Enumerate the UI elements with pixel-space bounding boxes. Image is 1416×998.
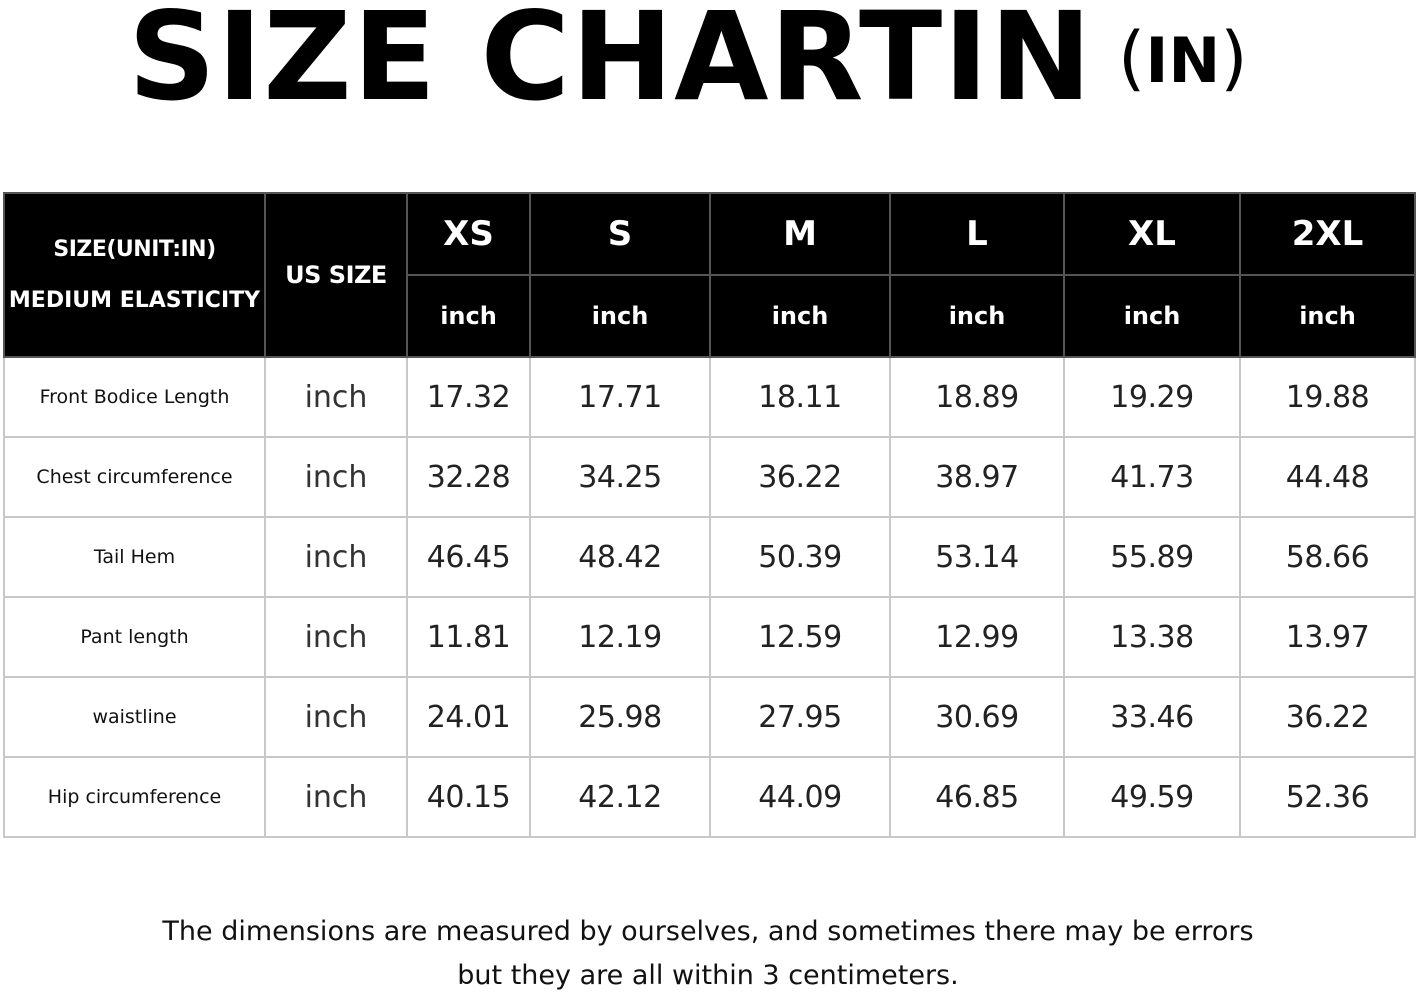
table-cell: 41.73 [1064, 437, 1240, 517]
corner-header-elasticity: MEDIUM ELASTICITY [8, 288, 261, 313]
size-header-xs: XS [407, 193, 530, 275]
note-line-2: but they are all within 3 centimeters. [457, 960, 959, 991]
table-cell: 44.09 [710, 757, 890, 837]
table-row [4, 677, 1415, 757]
table-cell: 27.95 [710, 677, 890, 757]
row-unit: inch [265, 757, 407, 837]
unit-header-s: inch [530, 275, 710, 357]
table-cell: 50.39 [710, 517, 890, 597]
corner-header-unit: SIZE(UNIT:IN) [53, 237, 216, 262]
table-cell: 36.22 [710, 437, 890, 517]
table-cell: 40.15 [407, 757, 530, 837]
header-row-sizes [4, 193, 1415, 275]
row-unit: inch [265, 677, 407, 757]
title-unit-open: ( [1118, 17, 1146, 99]
row-unit: inch [265, 437, 407, 517]
table-cell: 13.97 [1240, 597, 1415, 677]
size-header-xl: XL [1064, 193, 1240, 275]
table-cell: 18.11 [710, 357, 890, 437]
table-cell: 52.36 [1240, 757, 1415, 837]
unit-header-l: inch [890, 275, 1064, 357]
us-size-header: US SIZE [265, 193, 407, 357]
table-cell: 36.22 [1240, 677, 1415, 757]
table-cell: 34.25 [530, 437, 710, 517]
table-row [4, 357, 1415, 437]
size-header-2xl: 2XL [1240, 193, 1415, 275]
row-label: Tail Hem [4, 517, 265, 597]
table-row [4, 437, 1415, 517]
title-unit [1118, 8, 1248, 111]
table-row [4, 757, 1415, 837]
unit-header-xl: inch [1064, 275, 1240, 357]
unit-header-m: inch [710, 275, 890, 357]
unit-header-xs: inch [407, 275, 530, 357]
row-label: Chest circumference [4, 437, 265, 517]
table-cell: 33.46 [1064, 677, 1240, 757]
table-cell: 30.69 [890, 677, 1064, 757]
table-cell: 17.71 [530, 357, 710, 437]
table-cell: 53.14 [890, 517, 1064, 597]
size-chart-table [3, 192, 1416, 838]
table-cell: 25.98 [530, 677, 710, 757]
table-cell: 42.12 [530, 757, 710, 837]
table-cell: 12.99 [890, 597, 1064, 677]
row-label: Hip circumference [4, 757, 265, 837]
table-cell: 38.97 [890, 437, 1064, 517]
title-unit-text: IN [1145, 24, 1221, 97]
note-line-1: The dimensions are measured by ourselves, and sometimes there may be errors [162, 916, 1254, 947]
title-unit-close: ) [1220, 17, 1248, 99]
table-cell: 12.19 [530, 597, 710, 677]
table-cell: 13.38 [1064, 597, 1240, 677]
table-cell: 19.29 [1064, 357, 1240, 437]
row-label: Pant length [4, 597, 265, 677]
unit-header-2xl: inch [1240, 275, 1415, 357]
table-cell: 19.88 [1240, 357, 1415, 437]
table-cell: 24.01 [407, 677, 530, 757]
measurement-note [0, 910, 1416, 998]
title-main-text: SIZE CHARTIN [128, 0, 1093, 128]
table-cell: 17.32 [407, 357, 530, 437]
table-cell: 48.42 [530, 517, 710, 597]
size-header-s: S [530, 193, 710, 275]
table-cell: 46.85 [890, 757, 1064, 837]
table-cell: 46.45 [407, 517, 530, 597]
table-cell: 11.81 [407, 597, 530, 677]
corner-header [4, 193, 265, 357]
page-title [0, 0, 1416, 130]
table-cell: 58.66 [1240, 517, 1415, 597]
table-cell: 32.28 [407, 437, 530, 517]
row-label: Front Bodice Length [4, 357, 265, 437]
table-cell: 49.59 [1064, 757, 1240, 837]
table-cell: 44.48 [1240, 437, 1415, 517]
row-unit: inch [265, 357, 407, 437]
size-header-m: M [710, 193, 890, 275]
row-label: waistline [4, 677, 265, 757]
table-row [4, 517, 1415, 597]
table-cell: 12.59 [710, 597, 890, 677]
table-cell: 55.89 [1064, 517, 1240, 597]
row-unit: inch [265, 597, 407, 677]
table-cell: 18.89 [890, 357, 1064, 437]
size-header-l: L [890, 193, 1064, 275]
row-unit: inch [265, 517, 407, 597]
table-row [4, 597, 1415, 677]
